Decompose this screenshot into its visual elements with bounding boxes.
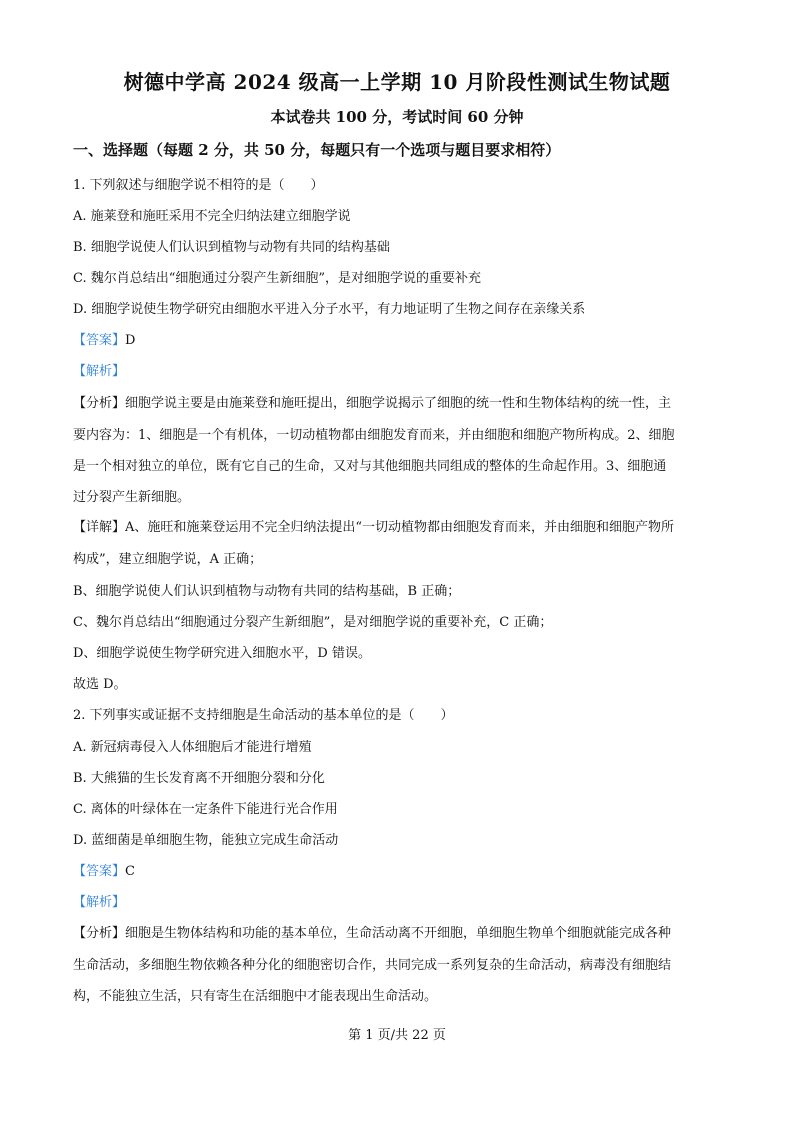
q2-analysis-line: 【分析】细胞是生物体结构和功能的基本单位，生命活动离不开细胞，单细胞生物单个细胞就能完成各种 [73,926,672,941]
q1-analysis-line: 过分裂产生新细胞。 [73,490,191,505]
q1-option-b: B. 细胞学说使人们认识到植物与动物有共同的结构基础 [73,240,390,255]
question-1-stem: 1. 下列叙述与细胞学说不相符的是（ ） [73,178,324,193]
q1-conclusion: 故选 D。 [73,677,127,692]
q1-option-c: C. 魏尔肖总结出“细胞通过分裂产生新细胞”，是对细胞学说的重要补充 [73,271,482,286]
answer-tag: 【答案】 [73,333,126,348]
q1-analysis-line: 是一个相对独立的单位，既有它自己的生命，又对与其他细胞共同组成的整体的生命起作用。3、细胞通 [73,459,667,474]
q2-analysis-line: 构，不能独立生活，只有寄生在活细胞中才能表现出生命活动。 [73,989,438,1004]
section-heading: 一、选择题（每题 2 分，共 50 分，每题只有一个选项与题目要求相符） [73,141,561,159]
answer-tag: 【答案】 [73,864,126,879]
q1-jiexi-tag: 【解析】 [73,364,126,379]
q1-analysis-line: 要内容为：1、细胞是一个有机体，一切动植物都由细胞发育而来，并由细胞和细胞产物所构成。2、细胞 [73,428,675,443]
q1-detail-line: 【详解】A、施旺和施莱登运用不完全归纳法提出“一切动植物都由细胞发育而来，并由细胞和细胞产物所 [73,520,675,535]
q1-option-a: A. 施莱登和施旺采用不完全归纳法建立细胞学说 [73,209,351,224]
q2-option-a: A. 新冠病毒侵入人体细胞后才能进行增殖 [73,740,312,755]
q1-detail-line: 构成”，建立细胞学说，A 正确； [73,552,263,567]
exam-info: 本试卷共 100 分，考试时间 60 分钟 [270,108,524,126]
q1-detail-line: B、细胞学说使人们认识到植物与动物有共同的结构基础，B 正确； [73,584,461,599]
answer-value: D [125,333,136,348]
page-footer: 第 1 页/共 22 页 [348,1028,446,1043]
q2-analysis-line: 生命活动，多细胞生物依赖各种分化的细胞密切合作，共同完成一系列复杂的生命活动，病毒没有细胞结 [73,958,672,973]
page-title: 树德中学高 2024 级高一上学期 10 月阶段性测试生物试题 [123,70,671,94]
q2-jiexi-tag: 【解析】 [73,895,126,910]
q1-option-d: D. 细胞学说使生物学研究由细胞水平进入分子水平，有力地证明了生物之间存在亲缘关系 [73,302,586,317]
q1-detail-line: D、细胞学说使生物学研究进入细胞水平，D 错误。 [73,646,371,661]
answer-value: C [125,864,135,879]
question-2-stem: 2. 下列事实或证据不支持细胞是生命活动的基本单位的是（ ） [73,708,454,723]
q1-answer [73,329,723,348]
q1-analysis-line: 【分析】细胞学说主要是由施莱登和施旺提出，细胞学说揭示了细胞的统一性和生物体结构的统一性，主 [73,396,672,411]
q1-detail-line: C、魏尔肖总结出“细胞通过分裂产生新细胞”，是对细胞学说的重要补充，C 正确； [73,615,553,630]
q2-option-b: B. 大熊猫的生长发育离不开细胞分裂和分化 [73,771,325,786]
q2-option-c: C. 离体的叶绿体在一定条件下能进行光合作用 [73,802,338,817]
q2-option-d: D. 蓝细菌是单细胞生物，能独立完成生命活动 [73,833,339,848]
q2-answer [73,860,723,879]
